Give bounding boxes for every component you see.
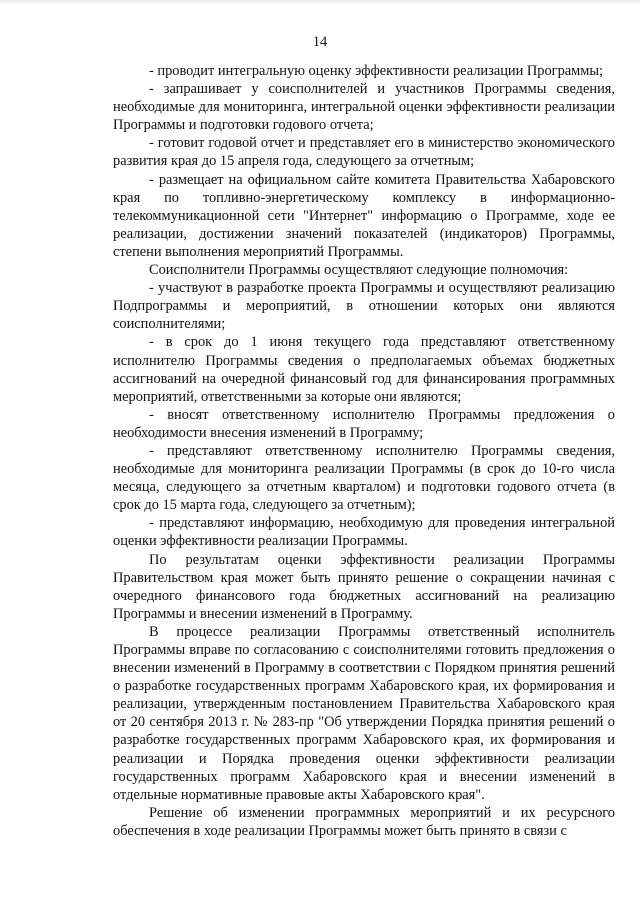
- paragraph-participate-development: - участвуют в разработке проекта Программы и осуществляют реализацию Подпрограммы и мероприятий, в отношении которых они являются соисполнителями;: [113, 280, 615, 333]
- scan-top-edge: [0, 0, 640, 4]
- paragraph-budget-information: - в срок до 1 июня текущего года представляют ответственному исполнителю Программы сведения о предполагаемых объемах бюджетных ассигнований на очередной финансовый год для финансирования программных мероприятий, ответственными за которые они являются;: [113, 334, 615, 405]
- document-body: [113, 62, 615, 840]
- paragraph-integral-assessment: - проводит интегральную оценку эффективности реализации Программы;: [149, 63, 604, 79]
- page-number: 14: [312, 34, 328, 50]
- paragraph-change-proposals: - вносят ответственному исполнителю Программы предложения о необходимости внесения изменений в Программу;: [113, 406, 615, 441]
- paragraph-website-publication: - размещает на официальном сайте комитета Правительства Хабаровского края по топливно-энергетическому комплексу в информационно-телекоммуникационной сети "Интернет" информацию о Программе, ходе ее реализации, достижении значений показателей (индикаторов) Программы, степени выполнения мероприятий Программы.: [113, 171, 615, 260]
- paragraph-co-executors-intro: Соисполнители Программы осуществляют следующие полномочия:: [149, 262, 569, 279]
- paragraph-request-information: - запрашивает у соисполнителей и участников Программы сведения, необходимые для мониторинга, интегральной оценки эффективности реализации Программы и подготовки годового отчета;: [113, 81, 615, 134]
- paragraph-change-decision: Решение об изменении программных мероприятий и их ресурсного обеспечения в ходе реализации Программы может быть принято в связи с: [113, 804, 615, 839]
- paragraph-annual-report: - готовит годовой отчет и представляет его в министерство экономического развития края до 15 апреля года, следующего за отчетным;: [113, 135, 615, 170]
- paragraph-assessment-information: - представляют информацию, необходимую для проведения интегральной оценки эффективности реализации Программы.: [113, 515, 615, 550]
- paragraph-monitoring-information: - представляют ответственному исполнителю Программы сведения, необходимые для мониторинга реализации Программы (в срок до 10-го числа месяца, следующего за отчетным кварталом) и подготовки годового отчета (в срок до 15 марта года, следующего за отчетным);: [113, 442, 615, 514]
- paragraph-assessment-results: По результатам оценки эффективности реализации Программы Правительством края может быть принято решение о сокращении начиная с очередного финансового года бюджетных ассигнований на реализацию Программы и внесении изменений в Программу.: [113, 551, 615, 622]
- paragraph-amendment-procedure: В процессе реализации Программы ответственный исполнитель Программы вправе по согласованию с соисполнителями готовить предложения о внесении изменений в Программу в соответствии с Порядком принятия решений о разработке государственных программ Хабаровского края, их формирования и реализации, утвержденным постановлением Правительства Хабаровского края от 20 сентября 2013 г. № 283-пр "Об утверждении Порядка принятия решений о разработке государственных программ Хабаровского края, их формирования и реализации и Порядка проведения оценки эффективности реализации государственных программ Хабаровского края и внесении изменений в отдельные нормативные правовые акты Хабаровского края".: [113, 623, 615, 803]
